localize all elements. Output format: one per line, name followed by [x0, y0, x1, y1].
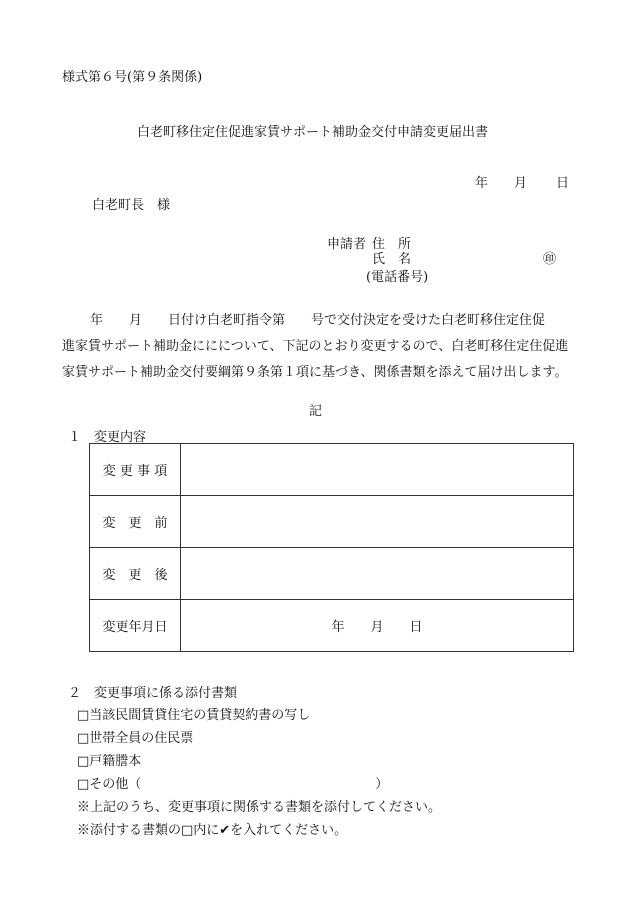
attachment-item[interactable]: □その他（ ）	[77, 777, 389, 792]
row-label: 変更年月日	[90, 600, 181, 652]
form-number: 様式第６号(第９条関係)	[62, 70, 203, 85]
attachment-item[interactable]: □当該民間賃貸住宅の賃貸契約書の写し	[77, 708, 311, 723]
note: ※添付する書類の□内に✔を入れてください。	[77, 823, 348, 838]
date-year-label: 年	[475, 176, 489, 191]
note: ※上記のうち、変更事項に関係する書類を添付してください。	[77, 800, 442, 815]
date-month-label: 月	[514, 176, 528, 191]
section2-heading: ２ 変更事項に係る添付書類	[68, 686, 238, 701]
body-line: 進家賃サポート補助金ににについて、下記のとおり変更するので、白老町移住定住促進	[62, 339, 569, 354]
seal-mark: ㊞	[543, 252, 557, 267]
applicant-address-label: 住 所	[372, 237, 412, 252]
attachment-item[interactable]: □戸籍謄本	[77, 754, 142, 769]
applicant-phone-label: (電話番号)	[366, 270, 429, 285]
attachment-item[interactable]: □世帯全員の住民票	[77, 731, 194, 746]
body-line: 年 月 日付け白老町指令第 号で交付決定を受けた白老町移住定住促	[90, 313, 546, 328]
row-label: 変 更 前	[90, 496, 181, 548]
record-mark: 記	[309, 404, 323, 419]
table-row	[90, 600, 574, 652]
row-value: 年 月 日	[181, 600, 574, 652]
row-value	[181, 496, 574, 548]
section1-heading: １ 変更内容	[68, 430, 147, 445]
table-row	[90, 496, 574, 548]
addressee: 白老町長 様	[92, 198, 171, 213]
document-title: 白老町移住定住促進家賃サポート補助金交付申請変更届出書	[137, 125, 489, 140]
row-value	[181, 548, 574, 600]
body-line: 家賃サポート補助金交付要綱第９条第１項に基づき、関係書類を添えて届け出します。	[62, 365, 568, 380]
row-value	[181, 444, 574, 496]
table-row	[90, 444, 574, 496]
row-label: 変 更 後	[90, 548, 181, 600]
changes-table	[89, 443, 574, 652]
applicant-label: 申請者	[327, 237, 367, 252]
applicant-name-label: 氏 名	[372, 252, 412, 267]
table-row	[90, 548, 574, 600]
body-paragraph	[62, 308, 582, 386]
row-label: 変 更 事 項	[90, 444, 181, 496]
date-day-label: 日	[556, 176, 570, 191]
